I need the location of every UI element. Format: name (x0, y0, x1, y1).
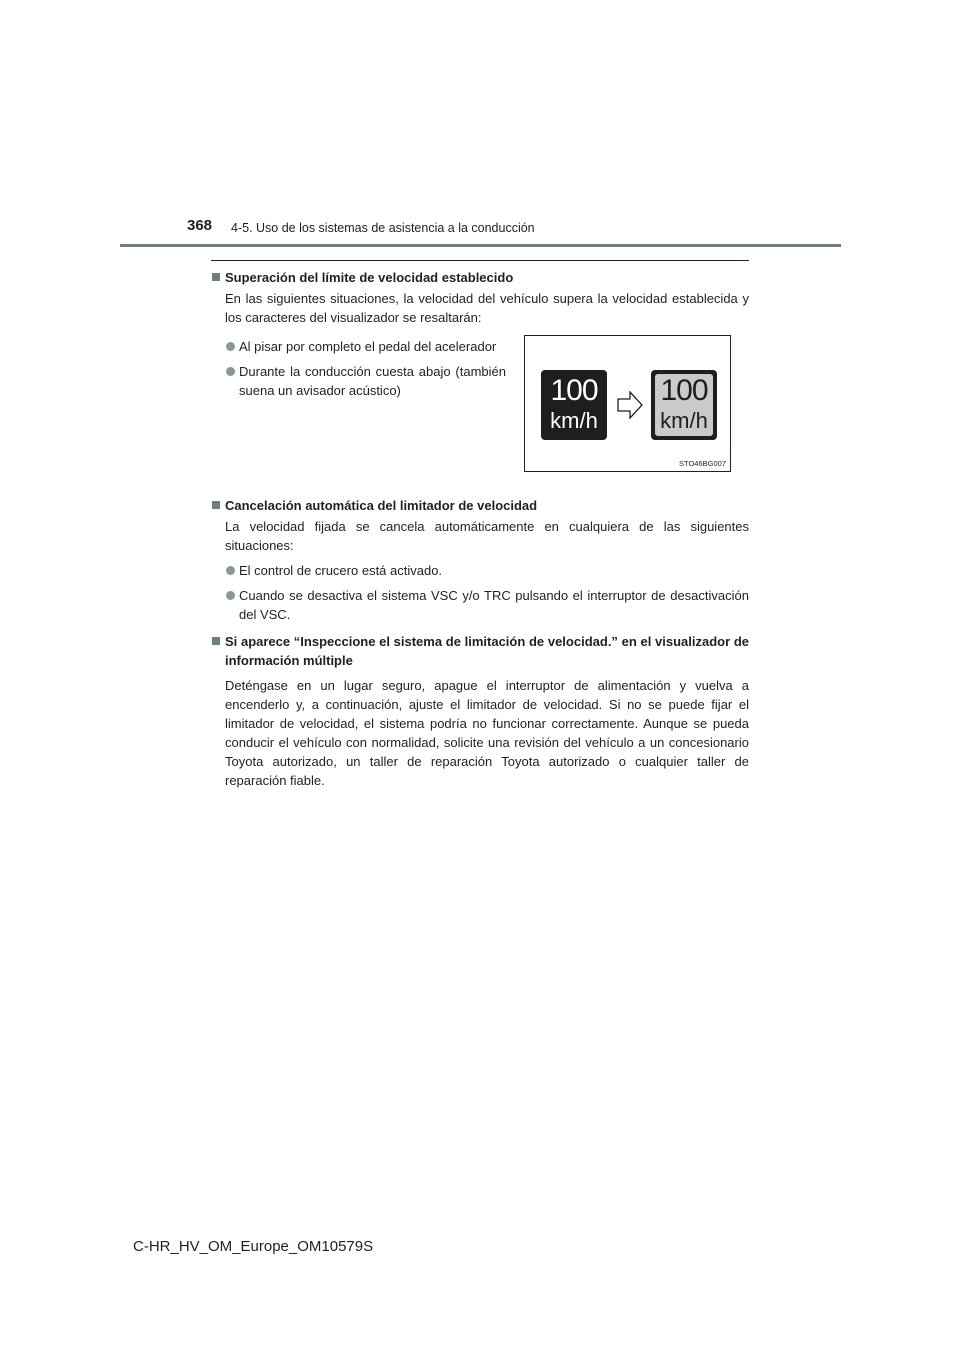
list-item: Cuando se desactiva el sistema VSC y/o TRC pulsando el interruptor de desactivación del VSC. (211, 586, 749, 624)
square-bullet-icon (212, 501, 220, 509)
section-heading-inspection: Si aparece “Inspeccione el sistema de limitación de velocidad.” en el visualizador de información múltiple (211, 632, 749, 670)
section-heading-auto-cancel: Cancelación automática del limitador de velocidad (211, 496, 749, 515)
header-divider (120, 244, 841, 247)
list-item: Durante la conducción cuesta abajo (también suena un avisador acústico) (211, 362, 506, 400)
bullet-dot-icon (226, 591, 235, 600)
section-intro-auto-cancel: La velocidad fijada se cancela automáticamente en cualquiera de las siguientes situaciones: (225, 519, 749, 553)
square-bullet-icon (212, 637, 220, 645)
right-arrow-icon (617, 391, 643, 419)
footer-doc-id: C-HR_HV_OM_Europe_OM10579S (133, 1238, 374, 1255)
bullet-dot-icon (226, 367, 235, 376)
speed-sign-highlighted (651, 370, 717, 440)
page-number: 368 (187, 217, 213, 234)
speed-unit-normal: km/h (550, 408, 598, 433)
bullet-dot-icon (226, 566, 235, 575)
speed-unit-highlighted: km/h (660, 408, 708, 433)
speed-exceed-list (211, 337, 506, 400)
content-divider (211, 260, 749, 261)
section-title: 4-5. Uso de los sistemas de asistencia a la conducción (231, 221, 535, 235)
speed-value-highlighted: 100 (660, 374, 708, 407)
list-item: El control de crucero está activado. (211, 561, 749, 580)
square-bullet-icon (212, 273, 220, 281)
figure-code: STO46BG007 (679, 459, 726, 468)
speed-sign-normal (541, 370, 607, 440)
bullet-dot-icon (226, 342, 235, 351)
speed-display-figure (524, 335, 731, 472)
speed-value-normal: 100 (550, 374, 598, 407)
section-body-inspection: Deténgase en un lugar seguro, apague el interruptor de alimentación y vuelva a encenderlo y, a continuación, ajuste el limitador de velocidad. Si no se puede fijar el limitador de velocidad, el sistema podría no funcionar correctamente. Aunque se pueda conducir el vehículo con normalidad, solicite una revisión del vehículo a un concesionario Toyota autorizado, un taller de reparación Toyota autorizado o cualquier taller de reparación fiable. (225, 678, 749, 788)
list-item: Al pisar por completo el pedal del acelerador (211, 337, 506, 356)
section-heading-speed-exceed: Superación del límite de velocidad establecido (211, 268, 749, 287)
section-intro-speed-exceed: En las siguientes situaciones, la velocidad del vehículo supera la velocidad establecida y los caracteres del visualizador se resaltarán: (225, 291, 749, 325)
